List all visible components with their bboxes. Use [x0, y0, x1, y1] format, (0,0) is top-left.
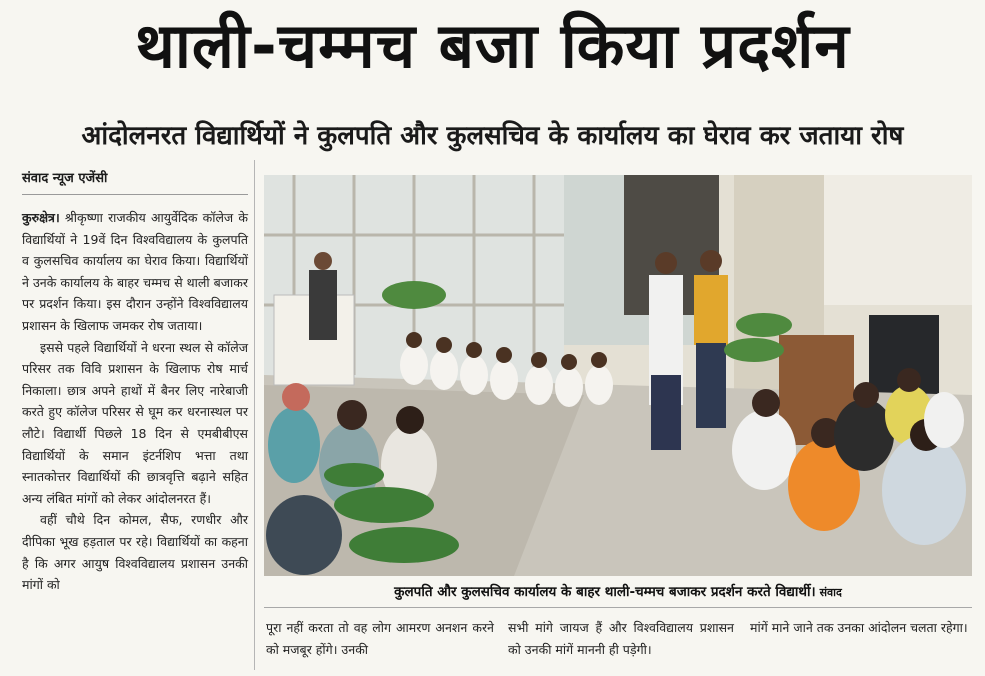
photo-credit: संवाद: [819, 586, 842, 599]
news-photo: [264, 175, 972, 576]
dateline: कुरुक्षेत्र।: [22, 210, 60, 225]
caption-divider: [264, 607, 972, 608]
byline: संवाद न्यूज एजेंसी: [22, 168, 248, 195]
column-divider: [254, 160, 255, 670]
article-column-3: [508, 617, 734, 660]
article-column-2: [266, 617, 494, 660]
column-4-text: मांगें माने जाने तक उनका आंदोलन चलता रहेगा।: [750, 620, 968, 635]
article-column-4: [750, 617, 972, 639]
article-paragraph-1: [22, 207, 248, 337]
article-column-1: [22, 207, 248, 596]
column-3-text: सभी मांगे जायज हैं और विश्वविद्यालय प्रशासन को उनकी मांगें माननी ही पड़ेगी।: [508, 620, 734, 657]
caption-text: कुलपति और कुलसचिव कार्यालय के बाहर थाली-चम्मच बजाकर प्रदर्शन करते विद्यार्थी।: [394, 584, 816, 600]
photo-caption: [264, 580, 972, 605]
paragraph-1-text: श्रीकृष्णा राजकीय आयुर्वेदिक कॉलेज के विद्यार्थियों ने 19वें दिन विश्वविद्यालय के कुलपति व कुलसचिव कार्यालय का घेराव किया। विद्यार्थियों ने उनके कार्यालय के बाहर चम्मच से थाली बजाकर पर प्रदर्शन किया। इस दौरान उन्होंने विश्वविद्यालय प्रशासन के खिलाफ जमकर रोष जताया।: [22, 210, 248, 333]
headline: थाली-चम्मच बजा किया प्रदर्शन: [135, 9, 850, 82]
article-paragraph-3: वहीं चौथे दिन कोमल, सैफ, रणधीर और दीपिका भूख हड़ताल पर रहे। विद्यार्थियों का कहना है कि अगर आयुष विश्वविद्यालय प्रशासन उनकी मांगों को: [22, 512, 248, 593]
protest-photo-illustration: [264, 175, 972, 576]
column-2-text: पूरा नहीं करता तो वह लोग आमरण अनशन करने को मजबूर होंगे। उनकी: [266, 620, 494, 657]
article-paragraph-2: इससे पहले विद्यार्थियों ने धरना स्थल से कॉलेज परिसर तक विवि प्रशासन के खिलाफ रोष मार्च निकाला। छात्र अपने हाथों में बैनर लिए नारेबाजी करते हुए कॉलेज परिसर से घूम कर धरनास्थल पर लौटे। विद्यार्थी पिछले 18 दिन से एमबीबीएस विद्यार्थियों के समान इंटर्नशिप भत्ता तथा स्नातकोत्तर विद्यार्थियों की छात्रवृत्ति बढ़ाने सहित अन्य लंबित मांगों को लेकर आंदोलनरत हैं।: [22, 339, 248, 506]
subheadline: आंदोलनरत विद्यार्थियों ने कुलपति और कुलसचिव के कार्यालय का घेराव कर जताया रोष: [81, 121, 904, 151]
